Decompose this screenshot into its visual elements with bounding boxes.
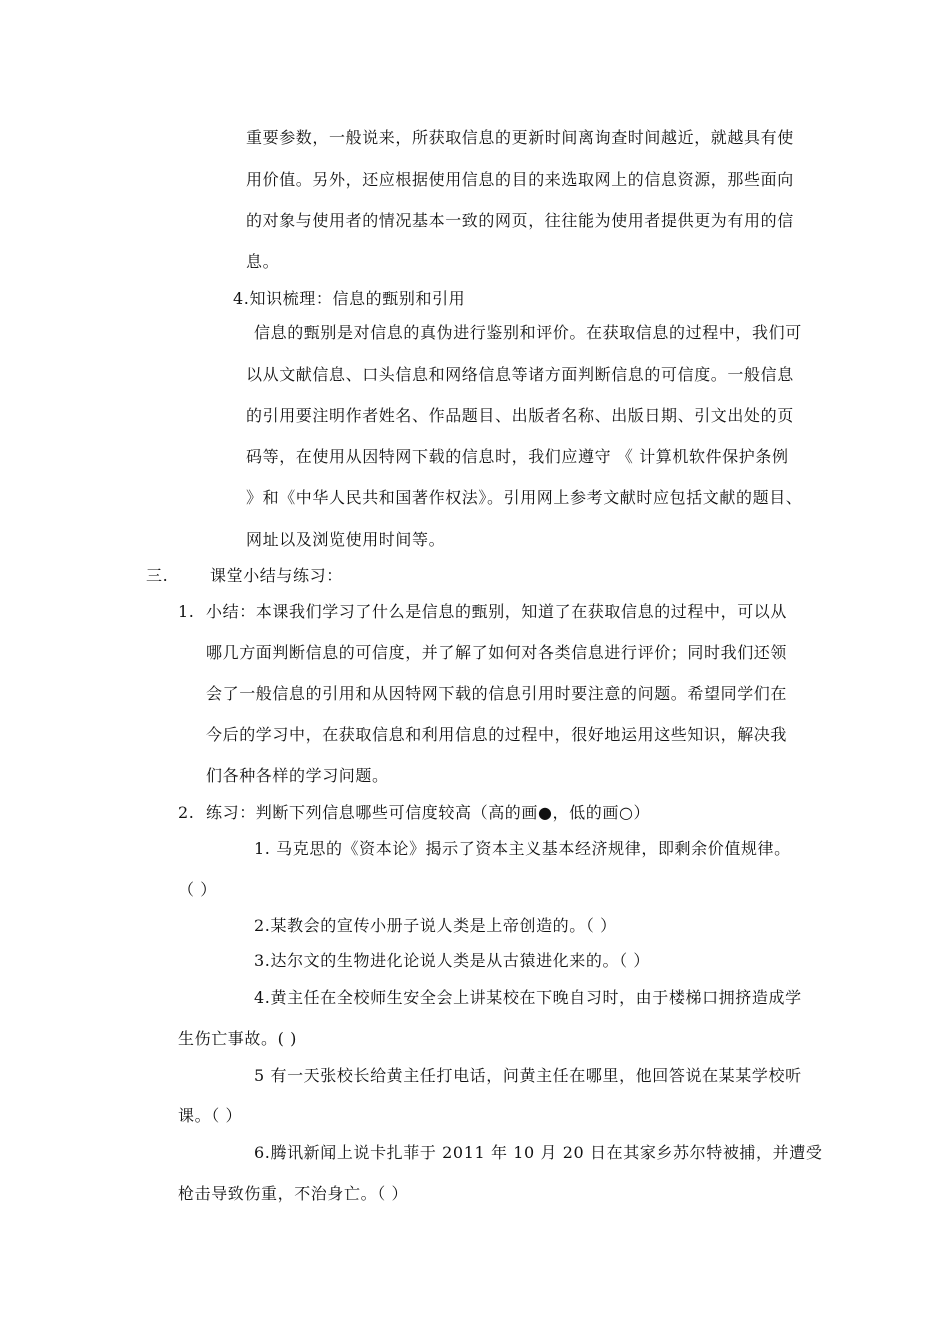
summary-line: 会了一般信息的引用和从因特网下载的信息引用时要注意的问题。希望同学们在 bbox=[206, 684, 788, 703]
exercise-item: 1. 马克思的《资本论》揭示了资本主义基本经济规律，即剩余价值规律。 bbox=[254, 839, 791, 858]
section-title: 课堂小结与练习： bbox=[210, 566, 343, 585]
paragraph-line: 重要参数，一般说来，所获取信息的更新时间离询查时间越近，就越具有使 bbox=[246, 128, 794, 147]
exercise-title: 练习：判断下列信息哪些可信度较高（高的画●，低的画○） bbox=[206, 803, 651, 822]
paragraph-line: 》和《中华人民共和国著作权法》。引用网上参考文献时应包括文献的题目、 bbox=[246, 488, 803, 507]
summary-line: 们各种各样的学习问题。 bbox=[206, 766, 389, 785]
paragraph-line: 码等，在使用从因特网下载的信息时，我们应遵守 《 计算机软件保护条例 bbox=[246, 447, 789, 466]
summary-line: 哪几方面判断信息的可信度，并了解了如何对各类信息进行评价；同时我们还领 bbox=[206, 643, 788, 662]
exercise-item: 枪击导致伤重，不治身亡。（ ） bbox=[178, 1184, 409, 1203]
exercise-item: （ ） bbox=[178, 880, 217, 899]
summary-line: 小结：本课我们学习了什么是信息的甄别，知道了在获取信息的过程中，可以从 bbox=[206, 602, 788, 621]
exercise-item: 2.某教会的宣传小册子说人类是上帝创造的。（ ） bbox=[254, 916, 617, 935]
exercise-item: 4.黄主任在全校师生安全会上讲某校在下晚自习时，由于楼梯口拥挤造成学 bbox=[254, 988, 802, 1007]
summary-line: 今后的学习中，在获取信息和利用信息的过程中，很好地运用这些知识，解决我 bbox=[206, 725, 788, 744]
exercise-item: 5 有一天张校长给黄主任打电话，问黄主任在哪里，他回答说在某某学校听 bbox=[254, 1066, 802, 1085]
paragraph-line: 的引用要注明作者姓名、作品题目、出版者名称、出版日期、引文出处的页 bbox=[246, 406, 794, 425]
paragraph-line: 的对象与使用者的情况基本一致的网页，往往能为使用者提供更为有用的信 bbox=[246, 211, 794, 230]
exercise-item: 课。（ ） bbox=[178, 1106, 243, 1125]
paragraph-line: 网址以及浏览使用时间等。 bbox=[246, 530, 446, 549]
paragraph-line: 息。 bbox=[246, 252, 280, 271]
exercise-item: 6.腾讯新闻上说卡扎菲于 2011 年 10 月 20 日在其家乡苏尔特被捕，并遭受 bbox=[254, 1143, 823, 1162]
paragraph-line: 信息的甄别是对信息的真伪进行鉴别和评价。在获取信息的过程中，我们可 bbox=[254, 323, 802, 342]
section-number: 三. bbox=[146, 566, 169, 585]
exercise-number: 2. bbox=[178, 803, 195, 822]
exercise-item: 生伤亡事故。( ) bbox=[178, 1029, 297, 1048]
exercise-item: 3.达尔文的生物进化论说人类是从古猿进化来的。（ ） bbox=[254, 951, 650, 970]
paragraph-line: 以从文献信息、口头信息和网络信息等诸方面判断信息的可信度。一般信息 bbox=[246, 365, 794, 384]
summary-number: 1. bbox=[178, 602, 195, 621]
knowledge-heading: 4.知识梳理：信息的甄别和引用 bbox=[233, 289, 466, 308]
paragraph-line: 用价值。另外，还应根据使用信息的目的来选取网上的信息资源，那些面向 bbox=[246, 170, 794, 189]
